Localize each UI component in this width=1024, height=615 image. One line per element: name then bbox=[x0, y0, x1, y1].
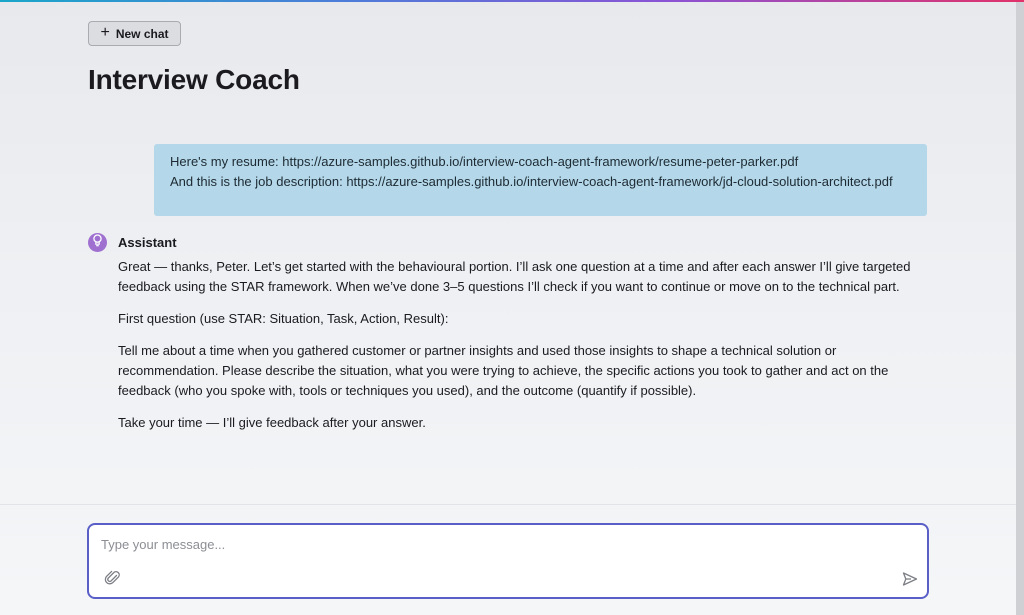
chat-window bbox=[0, 2, 1016, 615]
assistant-message bbox=[118, 257, 918, 445]
paperclip-icon[interactable] bbox=[104, 569, 122, 587]
assistant-avatar bbox=[88, 233, 107, 252]
composer-divider bbox=[0, 504, 1016, 505]
user-message-line: Here's my resume: https://azure-samples.github.io/interview-coach-agent-framework/resume-peter-parker.pdf bbox=[170, 154, 799, 169]
user-message bbox=[154, 144, 927, 216]
new-chat-button[interactable] bbox=[88, 21, 181, 46]
plus-icon: + bbox=[100, 24, 110, 41]
assistant-name: Assistant bbox=[118, 235, 177, 250]
lightbulb-icon bbox=[92, 234, 103, 252]
assistant-paragraph: Tell me about a time when you gathered customer or partner insights and used those insights to shape a technical solution or recommendation. Please describe the situation, what you were trying to achieve, the specific actions you took to gather and act on the feedback (who you spoke with, tools or techniques you used), and the outcome (quantify if possible). bbox=[118, 343, 889, 398]
assistant-paragraph: Take your time — I’ll give feedback after your answer. bbox=[118, 415, 426, 430]
user-message-line: And this is the job description: https://azure-samples.github.io/interview-coach-agent-framework/jd-cloud-solution-architect.pdf bbox=[170, 174, 893, 189]
assistant-paragraph: First question (use STAR: Situation, Task, Action, Result): bbox=[118, 311, 449, 326]
new-chat-label: New chat bbox=[115, 26, 169, 41]
message-composer bbox=[87, 523, 929, 599]
send-icon[interactable] bbox=[901, 570, 919, 588]
message-input[interactable] bbox=[99, 535, 903, 561]
page-title: Interview Coach bbox=[88, 64, 300, 95]
window-scrollbar[interactable] bbox=[1016, 2, 1024, 615]
assistant-paragraph: Great — thanks, Peter. Let’s get started with the behavioural portion. I’ll ask one question at a time and after each answer I’ll give targeted feedback using the STAR framework. When we’ve done 3–5 questions I’ll check if you want to continue or move on to the technical part. bbox=[118, 259, 911, 294]
